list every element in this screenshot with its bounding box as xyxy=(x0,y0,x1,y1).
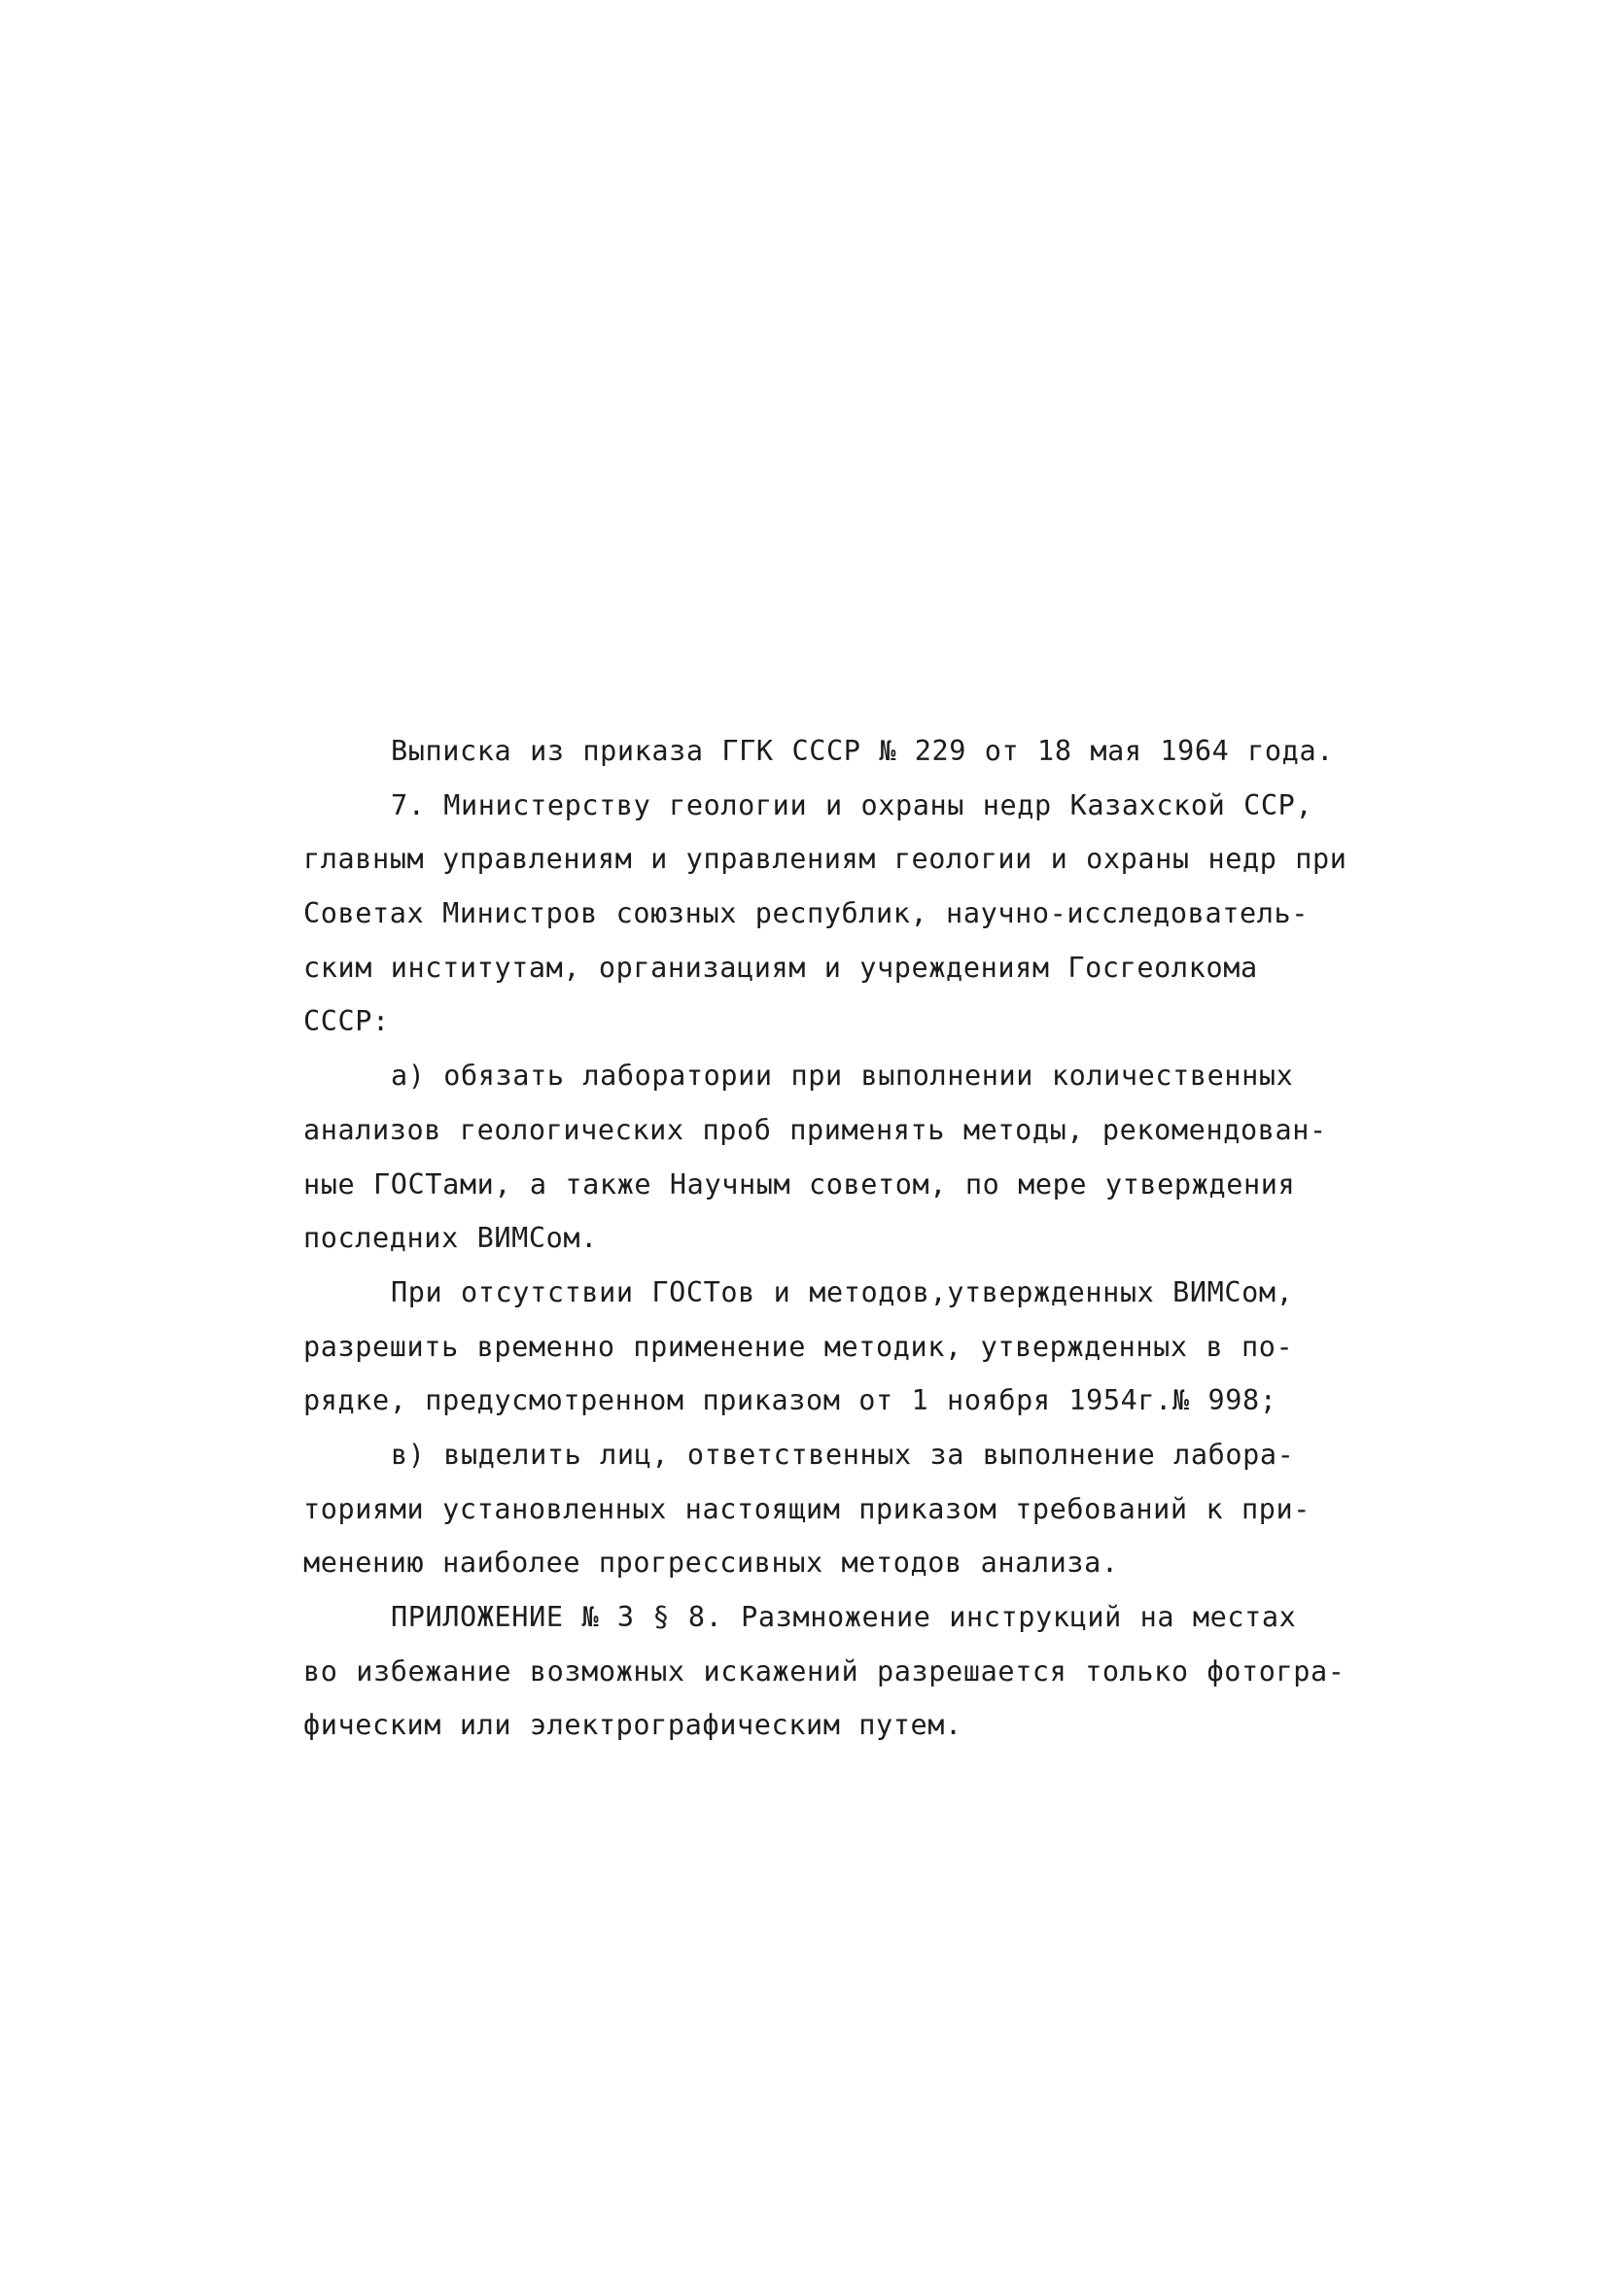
text-line: в) выделить лиц, ответственных за выполнение лабора- xyxy=(391,1438,1295,1471)
text-line: анализов геологических проб применять методы, рекомендован- xyxy=(303,1113,1327,1146)
text-line: СССР: xyxy=(303,1005,390,1038)
text-line: а) обязать лаборатории при выполнении количественных xyxy=(391,1060,1294,1093)
text-line: Советах Министров союзных республик, научно-исследователь- xyxy=(303,897,1309,930)
text-line: ПРИЛОЖЕНИЕ № 3 § 8. Размножение инструкций на местах xyxy=(391,1601,1297,1633)
text-line: разрешить временно применение методик, утвержденных в по- xyxy=(303,1330,1294,1363)
text-line: последних ВИМСом. xyxy=(303,1222,598,1255)
document-title-line: Выписка из приказа ГГК СССР № 229 от 18 мая 1964 года. xyxy=(391,735,1334,767)
text-line: фическим или электрографическим путем. xyxy=(303,1709,962,1742)
text-line: во избежание возможных искажений разрешается только фотогра- xyxy=(303,1654,1346,1687)
text-line: При отсутствии ГОСТов и методов,утвержденных ВИМСом, xyxy=(391,1275,1294,1308)
text-line: 7. Министерству геологии и охраны недр Казахской ССР, xyxy=(391,788,1313,821)
text-line: главным управлениям и управлениям геологии и охраны недр при xyxy=(303,843,1347,876)
document-body xyxy=(303,724,1347,1753)
text-line: менению наиболее прогрессивных методов анализа. xyxy=(303,1547,1119,1580)
text-line: ные ГОСТами, а также Научным советом, по мере утверждения xyxy=(303,1167,1296,1200)
text-line: ским институтам, организациям и учреждениям Госгеолкома xyxy=(303,951,1258,984)
text-line: рядке, предусмотренном приказом от 1 ноября 1954г.№ 998; xyxy=(303,1384,1277,1417)
text-line: ториями установленных настоящим приказом требований к при- xyxy=(303,1492,1311,1525)
